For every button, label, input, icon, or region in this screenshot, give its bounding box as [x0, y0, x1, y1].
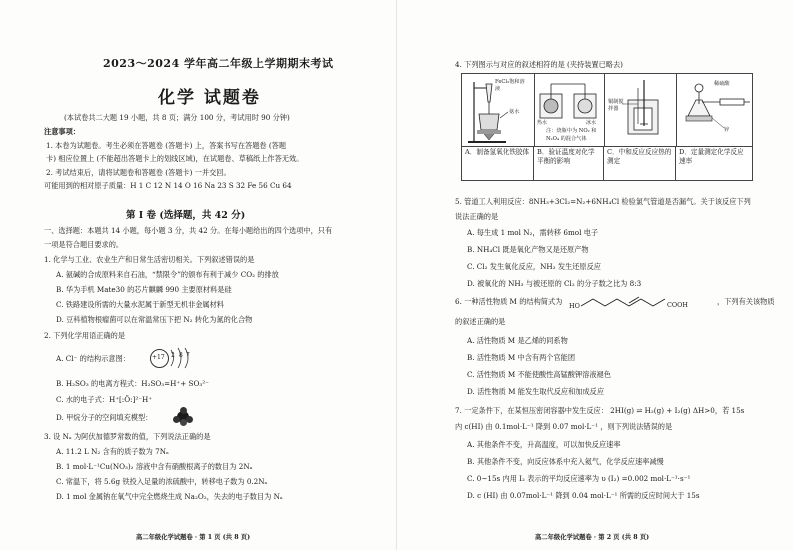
carboxyl-label: COOH — [667, 301, 688, 309]
apparatus-b — [534, 74, 605, 146]
dilute-acid-label: 稀硫酸 — [714, 81, 730, 87]
copper-stirrer-label: 铜制搅 — [608, 99, 624, 105]
q5-option-d: D. 被氧化的 NH₃ 与被还原的 Cl₂ 的分子数之比为 8:3 — [467, 279, 642, 288]
q6-option-c: C. 活性物质 M 不能使酸性高锰酸钾溶液褪色 — [467, 370, 611, 379]
notice-item: 2. 考试结束后，请将试题卷和答题卷 (答题卡) 一并交回。 — [46, 168, 231, 177]
q3-option-c: C. 常温下，将 5.6g 铁投入足量的浓硫酸中，转移电子数为 0.2Nₐ — [56, 477, 268, 486]
q6-stem: 6. 一种活性物质 M 的结构简式为 — [455, 297, 563, 306]
molecule-m-structure — [569, 292, 709, 316]
hydroxyl-label: HO — [569, 302, 580, 310]
flask-note: N₂O₄ 的混合气体 — [546, 136, 587, 142]
q1-option-c: C. 铁路建设所需的大量水泥属于新型无机非金属材料 — [56, 300, 224, 309]
page-footer: 高二年级化学试题卷 · 第 1 页 (共 8 页) — [136, 534, 251, 541]
q2-option-b: B. H₂SO₃ 的电离方程式：H₂SO₃=H⁺+ SO₃²⁻ — [56, 379, 209, 388]
q3-option-b: B. 1 mol·L⁻¹Cu(NO₃)₂ 溶液中含有硝酸根离子的数目为 2Nₐ — [56, 462, 253, 471]
shell-count: 2 — [171, 352, 175, 359]
intro-line: (本试卷共二大题 19 小题，共 8 页；满分 100 分，考试用时 90 分钟) — [64, 113, 290, 122]
apparatus-d — [676, 74, 753, 146]
shell-count: 7 — [186, 352, 190, 359]
q3-option-a: A. 11.2 L N₂ 含有的质子数为 7Nₐ — [56, 447, 169, 456]
q4-option-c: C．中和反应反应热的测定 — [604, 146, 676, 180]
page-2 — [397, 0, 794, 550]
apparatus-c — [604, 74, 677, 146]
q7-option-b: B. 其他条件不变，向反应体系中充入氦气，化学反应速率减慢 — [467, 457, 664, 466]
ammonia-label: 氨水 — [509, 109, 520, 115]
methane-model-icon — [172, 407, 194, 427]
q7-stem: 7. 一定条件下，在某恒压密闭容器中发生反应： 2HI(g) ⇌ H₂(g) + I₂(g) ΔH>0，若 15s — [455, 406, 745, 415]
q7-option-a: A. 其他条件不变，升高温度，可以加快反应速率 — [467, 440, 621, 449]
q6-option-d: D. 活性物质 M 能发生取代反应和加成反应 — [467, 387, 605, 396]
q1-stem: 1. 化学与工业、农业生产和日常生活密切相关。下列叙述错误的是 — [44, 255, 255, 264]
q2-option-a: A. Cl⁻ 的结构示意图： — [56, 354, 130, 363]
apparatus-a — [462, 74, 535, 146]
flask-note: 注：烧瓶中为 NO₂ 和 — [546, 128, 597, 134]
q6-stem-cont: 的叙述正确的是 — [455, 317, 506, 326]
q7-option-c: C. 0~15s 内用 I₂ 表示的平均反应速率为 υ (I₂) =0.002 mol·L⁻¹·s⁻¹ — [467, 474, 691, 483]
q2-option-d: D. 甲烷分子的空间填充模型： — [56, 413, 153, 422]
q6-option-a: A. 活性物质 M 是乙烯的同系物 — [467, 336, 568, 345]
q1-option-a: A. 氨碱的合成原料来自石油，“禁限令”的颁布有利于减少 CO₂ 的排放 — [56, 270, 279, 279]
notice-item: 1. 本卷为试题卷。考生必须在答题卷 (答题卡) 上，答案书写在答题卷 (答题 — [46, 141, 287, 150]
subject-title: 化学 试题卷 — [158, 88, 261, 108]
section-title: 第 Ⅰ 卷 (选择题，共 42 分) — [126, 210, 246, 221]
q6-stem-tail: ，下列有关该物质 — [717, 297, 775, 306]
cl-ion-structure-diagram — [150, 346, 200, 370]
q5-stem: 5. 管道工人利用反应：8NH₃+3Cl₂=N₂+6NH₄Cl 检验氯气管道是否漏气。关于该反应下列 — [455, 197, 751, 206]
section-desc: 一项是符合题目要求的。 — [44, 240, 124, 249]
nucleus-charge: +17 — [152, 354, 165, 361]
notice-heading: 注意事项： — [44, 127, 80, 136]
q2-option-c: C. 水的电子式：H⁺[:Ö:]²⁻H⁺ — [56, 395, 153, 404]
notice-item: 卡) 相应位置上 (不能超出答题卡上的划线区域)，在试题卷、草稿纸上作答无效。 — [46, 154, 304, 163]
q3-stem: 3. 设 Nₐ 为阿伏加德罗常数的值，下列说法正确的是 — [44, 432, 211, 441]
q7-option-d: D. c (HI) 由 0.07mol·L⁻¹ 降到 0.04 mol·L⁻¹ 所需的反应时间大于 15s — [467, 491, 700, 500]
carbon-chain-drawing — [569, 292, 709, 316]
q6-option-b: B. 活性物质 M 中含有两个官能团 — [467, 353, 576, 362]
q1-option-d: D. 豆科植物根瘤菌可以在常温常压下把 N₂ 转化为氮的化合物 — [56, 315, 253, 324]
q5-option-a: A. 每生成 1 mol N₂，需转移 6mol 电子 — [467, 228, 599, 237]
zinc-label: 锌 — [724, 127, 730, 133]
q4-apparatus-table — [461, 73, 753, 181]
electron-shell-arcs — [150, 346, 200, 370]
q5-option-b: B. NH₄Cl 既是氧化产物又是还原产物 — [467, 245, 589, 254]
q4-option-a: A．制备氢氧化铁胶体 — [462, 146, 534, 180]
q4-option-b: B．验证温度对化学平衡的影响 — [534, 146, 604, 180]
copper-stirrer-label: 拌器 — [608, 106, 619, 112]
fecl3-label: FeCl₃饱和溶液 — [495, 79, 525, 92]
q1-option-b: B. 华为手机 Mate30 的芯片麒麟 990 主要原材料是硅 — [56, 285, 232, 294]
q3-option-d: D. 1 mol 金属钠在氧气中完全燃烧生成 Na₂O₂，失去的电子数目为 Nₐ — [56, 492, 283, 501]
exam-title: 2023～2024 学年高二年级上学期期末考试 — [103, 57, 334, 70]
section-desc: 一、选择题：本题共 14 小题，每小题 3 分，共 42 分。在每小题给出的四个选项中，只有 — [44, 226, 333, 235]
q5-option-c: C. Cl₂ 发生氧化反应，NH₃ 发生还原反应 — [467, 262, 601, 271]
ice-water-label: 冰水 — [586, 120, 597, 126]
q4-stem: 4. 下列图示与对应的叙述相符的是 (夹持装置已略去) — [455, 60, 623, 69]
q4-option-d: D．定量测定化学反应速率 — [679, 148, 744, 165]
q2-stem: 2. 下列化学用语正确的是 — [44, 331, 126, 340]
atomic-masses: 可能用到的相对原子质量：H 1 C 12 N 14 O 16 Na 23 S 32 Fe 56 Cu 64 — [44, 181, 292, 190]
q7-stem-cont: 内 c(HI) 由 0.1mol·L⁻¹ 降到 0.07 mol·L⁻¹ ，则下列说法错误的是 — [455, 422, 673, 431]
page-footer: 高二年级化学试题卷 · 第 2 页 (共 8 页) — [535, 534, 650, 541]
hot-water-label: 热水 — [537, 120, 548, 126]
shell-count: 8 — [179, 352, 183, 359]
q5-stem-cont: 说法正确的是 — [455, 212, 499, 221]
